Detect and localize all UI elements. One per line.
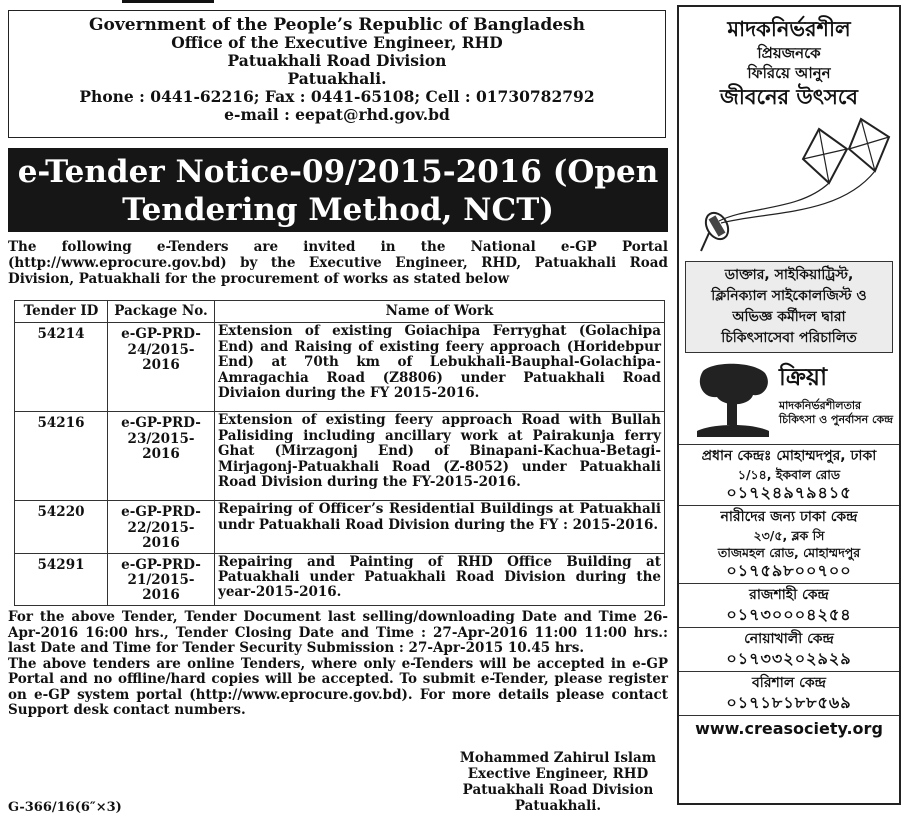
slogan-line1: মাদকনির্ভরশীল bbox=[727, 17, 851, 41]
center-name: নারীদের জন্য ঢাকা কেন্দ্র bbox=[720, 509, 858, 525]
notice-title-line1: e-Tender Notice-09/2015-2016 (Open bbox=[17, 154, 659, 190]
center-name: বরিশাল কেন্দ্র bbox=[752, 675, 826, 691]
work-name: Extension of existing feery approach Road with Bullah Palisiding including ancillary work at Pairakunja ferry Ghat (Mirzagonj End) of Binapani-Kachua-Betagi-Mirjagonj-Patuakhali Road (Z-8052) under Patuakhali Road Division during the FY-2015-2016. bbox=[215, 412, 665, 501]
services-line: চিকিৎসাসেবা পরিচালিত bbox=[721, 330, 857, 346]
center-phone: ০১৭৩০০০৪২৫৪ bbox=[726, 605, 852, 624]
center-rajshahi bbox=[679, 583, 899, 627]
center-name: রাজশাহী কেন্দ্র bbox=[749, 587, 829, 603]
center-address: ২৩/৫, ব্লক সি bbox=[753, 528, 825, 543]
signature-block bbox=[448, 750, 668, 814]
col-package-no: Package No. bbox=[108, 301, 215, 323]
package-no: e-GP-PRD-24/2015-2016 bbox=[108, 323, 215, 412]
center-barishal bbox=[679, 671, 899, 715]
contact-line: Phone : 0441-62216; Fax : 0441-65108; Cell : 01730782792 bbox=[79, 87, 595, 106]
center-women bbox=[679, 505, 899, 583]
slogan-line2: প্রিয়জনকে bbox=[757, 44, 821, 62]
services-box bbox=[685, 261, 893, 353]
package-no: e-GP-PRD-21/2015-2016 bbox=[108, 553, 215, 605]
gov-name: Government of the People’s Republic of Bangladesh bbox=[89, 15, 585, 35]
services-line: অভিজ্ঞ কর্মীদল দ্বারা bbox=[732, 309, 846, 325]
tree-logo-icon bbox=[693, 361, 773, 439]
tender-notice bbox=[8, 10, 668, 815]
center-phone: ০১৭২৪৯৭৯৪১৫ bbox=[726, 483, 852, 502]
notice-title bbox=[8, 148, 668, 232]
table-header-row bbox=[15, 301, 665, 323]
center-main bbox=[679, 444, 899, 505]
online-tender-paragraph: The above tenders are online Tenders, where only e-Tenders will be accepted in e-GP Portal and no offline/hard copies will be accepted. To submit e-Tender, please register on e-GP system portal (http://www.eprocure.gov.bd). For more details please contact Support desk contact numbers. bbox=[8, 655, 668, 718]
signatory-title: Exective Engineer, RHD bbox=[467, 766, 649, 782]
slogan-line3: ফিরিয়ে আনুন bbox=[747, 64, 831, 82]
services-line: ক্লিনিক্যাল সাইকোলজিস্ট ও bbox=[711, 288, 867, 304]
services-line: ডাক্তার, সাইকিয়াট্রিস্ট, bbox=[724, 267, 854, 283]
col-tender-id: Tender ID bbox=[15, 301, 108, 323]
kite-illustration bbox=[679, 111, 899, 261]
tender-dates-paragraph: For the above Tender, Tender Document last selling/downloading Date and Time 26-Apr-2016 16:00 hrs., Tender Closing Date and Time : 27-Apr-2016 11:00 11:00 hrs.: last Date and Time for Tender Security Submission : 27-Apr-2015 10.45 hrs. bbox=[8, 609, 668, 656]
table-row bbox=[15, 501, 665, 553]
notice-title-line2: Tendering Method, NCT) bbox=[122, 192, 554, 228]
crea-advertisement bbox=[677, 5, 901, 805]
package-no: e-GP-PRD-22/2015-2016 bbox=[108, 501, 215, 553]
center-phone: ০১৭১৮১৮৮৫৬৯ bbox=[726, 693, 852, 712]
website-link[interactable]: www.creasociety.org bbox=[679, 715, 899, 738]
center-noakhali bbox=[679, 627, 899, 671]
ad-slogan bbox=[679, 15, 899, 111]
tender-id: 54216 bbox=[15, 412, 108, 501]
tender-instructions bbox=[8, 610, 668, 719]
center-phone: ০১৭৫৯৮০০৭০০ bbox=[726, 561, 852, 580]
center-name: প্রধান কেন্দ্রঃ মোহাম্মদপুর, ঢাকা bbox=[701, 448, 877, 464]
center-address: ১/১৪, ইকবাল রোড bbox=[737, 467, 841, 482]
gazette-code: G-366/16(6″×3) bbox=[8, 800, 122, 815]
tender-id: 54214 bbox=[15, 323, 108, 412]
package-no: e-GP-PRD-23/2015-2016 bbox=[108, 412, 215, 501]
table-row bbox=[15, 412, 665, 501]
signatory-name: Mohammed Zahirul Islam bbox=[459, 750, 657, 766]
crea-logo bbox=[679, 359, 899, 444]
center-phone: ০১৭৩৩২০২৯২৯ bbox=[726, 649, 852, 668]
office-location: Patuakhali. bbox=[287, 69, 387, 88]
logo-subtitle bbox=[779, 399, 893, 427]
division-name: Patuakhali Road Division bbox=[227, 51, 447, 70]
logo-subtitle-line1: মাদকনির্ভরশীলতার bbox=[779, 399, 862, 412]
intro-paragraph: The following e-Tenders are invited in the National e-GP Portal (http://www.eprocure.gov.bd) by the Executive Engineer, RHD, Patuakhali Road Division, Patuakhali for the procurement of works as stated below bbox=[8, 239, 668, 287]
center-address-2: তাজমহল রোড, মোহাম্মদপুর bbox=[717, 545, 861, 560]
center-name: নোয়াখালী কেন্দ্র bbox=[744, 631, 834, 647]
work-name: Extension of existing Goiachipa Ferryghat (Golachipa End) and Raising of existing feery approach (Horidebpur End) at 70th km of Lebukhali-Bauphal-Golachipa-Amragachia Road (Z8806) under Patuakhali Road Diviaion during the FY 2015-2016. bbox=[215, 323, 665, 412]
top-rule bbox=[122, 0, 214, 3]
work-name: Repairing of Officer’s Residential Buildings at Patuakhali undr Patuakhali Road Division during the FY : 2015-2016. bbox=[215, 501, 665, 553]
signatory-place: Patuakhali. bbox=[514, 798, 602, 814]
email-line: e-mail : eepat@rhd.gov.bd bbox=[224, 105, 450, 124]
office-header bbox=[8, 10, 666, 138]
office-name: Office of the Executive Engineer, RHD bbox=[171, 33, 503, 52]
tender-id: 54291 bbox=[15, 553, 108, 605]
work-name: Repairing and Painting of RHD Office Building at Patuakhali under Patuakhali Road Division during the year-2015-2016. bbox=[215, 553, 665, 605]
logo-name: ক্রিয়া bbox=[779, 363, 828, 391]
kite-icon bbox=[679, 111, 899, 261]
logo-subtitle-line2: চিকিৎসা ও পুনর্বাসন কেন্দ্র bbox=[779, 413, 894, 426]
col-name-of-work: Name of Work bbox=[215, 301, 665, 323]
tender-table bbox=[14, 300, 665, 606]
tender-id: 54220 bbox=[15, 501, 108, 553]
signatory-office: Patuakhali Road Division bbox=[462, 782, 654, 798]
table-row bbox=[15, 553, 665, 605]
table-row bbox=[15, 323, 665, 412]
slogan-line4: জীবনের উৎসবে bbox=[720, 85, 858, 109]
